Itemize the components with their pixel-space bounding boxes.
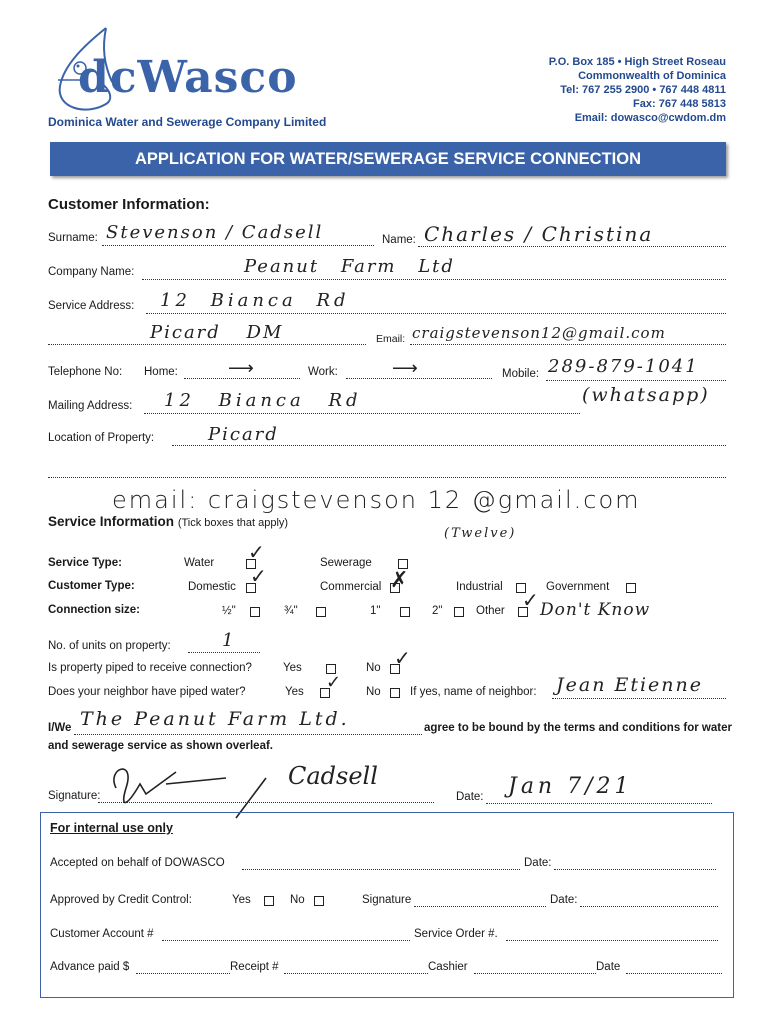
- service-order-field[interactable]: [506, 940, 718, 941]
- fax-line: Fax: 767 448 5813: [633, 98, 726, 110]
- service-order-label: Service Order #.: [414, 928, 498, 940]
- we-value: The Peanut Farm Ltd.: [80, 708, 350, 730]
- approved-yes-checkbox[interactable]: [264, 896, 274, 906]
- advance-label: Advance paid $: [50, 961, 130, 973]
- date2-field[interactable]: [626, 973, 722, 974]
- approved-date-label: Date:: [550, 894, 578, 906]
- date-label: Date:: [456, 791, 484, 803]
- location-value: Picard: [208, 424, 279, 445]
- government-checkbox[interactable]: [626, 583, 636, 593]
- receipt-label: Receipt #: [230, 961, 279, 973]
- cashier-field[interactable]: [474, 973, 596, 974]
- half-inch-label: ½": [222, 605, 236, 617]
- email-line: Email: dowasco@cwdom.dm: [574, 112, 726, 124]
- service-type-label: Service Type:: [48, 557, 122, 569]
- domestic-check-icon: ✓: [250, 564, 267, 588]
- receipt-field[interactable]: [284, 973, 428, 974]
- date2-label: Date: [596, 961, 621, 973]
- neighbor-yes-check-icon: ✓: [326, 672, 342, 693]
- email-value: craigstevenson12@gmail.com: [412, 324, 666, 342]
- approved-date-field[interactable]: [580, 906, 718, 907]
- approved-yes-label: Yes: [232, 894, 251, 906]
- name-field[interactable]: [418, 246, 726, 247]
- signature-value: Cadsell: [288, 762, 378, 790]
- work-field[interactable]: [346, 378, 492, 379]
- commercial-scribble-icon: ✗: [390, 568, 409, 593]
- other-value: Don't Know: [540, 600, 651, 620]
- we-field[interactable]: [74, 734, 422, 735]
- neighbor-name-field[interactable]: [552, 698, 726, 699]
- service-address-line2-field[interactable]: [48, 344, 366, 345]
- surname-value: Stevenson / Cadsell: [106, 222, 324, 243]
- email-handwritten-note: email: craigstevenson 12 @gmail.com: [112, 486, 641, 514]
- three-quarter-checkbox[interactable]: [316, 607, 326, 617]
- neighbor-yes-label: Yes: [285, 686, 304, 698]
- mobile-note: (whatsapp): [582, 384, 710, 406]
- service-info-title: Service Information: [48, 514, 175, 529]
- company-name: Dominica Water and Sewerage Company Limited: [48, 115, 327, 129]
- industrial-label: Industrial: [456, 581, 503, 593]
- domestic-label: Domestic: [188, 581, 236, 593]
- cashier-label: Cashier: [428, 961, 468, 973]
- approved-no-label: No: [290, 894, 305, 906]
- we-label: I/We: [48, 722, 72, 734]
- one-inch-label: 1": [370, 605, 381, 617]
- service-address-field[interactable]: [146, 313, 726, 314]
- date-value: Jan 7/21: [508, 774, 633, 799]
- neighbor-name-value: Jean Etienne: [556, 674, 704, 696]
- water-check-icon: ✓: [248, 540, 265, 564]
- piped-yes-label: Yes: [283, 662, 302, 674]
- service-address-label: Service Address:: [48, 300, 135, 312]
- surname-field[interactable]: [102, 245, 374, 246]
- neighbor-label: Does your neighbor have piped water?: [48, 686, 246, 698]
- units-value: 1: [222, 630, 236, 651]
- home-label: Home:: [144, 366, 178, 378]
- three-quarter-label: ¾": [284, 605, 298, 617]
- two-inch-label: 2": [432, 605, 443, 617]
- approved-no-checkbox[interactable]: [314, 896, 324, 906]
- mailing-address-field[interactable]: [144, 413, 580, 414]
- email-label: Email:: [376, 333, 406, 345]
- service-address-line2-value: Picard DM: [150, 322, 284, 343]
- internal-heading: For internal use only: [50, 821, 173, 835]
- agree-text: agree to be bound by the terms and conditions for water: [424, 722, 732, 734]
- surname-label: Surname:: [48, 232, 98, 244]
- other-label: Other: [476, 605, 505, 617]
- mailing-address-label: Mailing Address:: [48, 400, 133, 412]
- title-banner: [50, 142, 726, 176]
- account-label: Customer Account #: [50, 928, 154, 940]
- piped-no-check-icon: ✓: [394, 646, 411, 670]
- approved-label: Approved by Credit Control:: [50, 894, 192, 906]
- connection-size-label: Connection size:: [48, 604, 141, 616]
- two-inch-checkbox[interactable]: [454, 607, 464, 617]
- piped-no-label: No: [366, 662, 381, 674]
- address-line1: P.O. Box 185 • High Street Roseau: [548, 56, 726, 68]
- name-label: Name:: [382, 234, 416, 246]
- company-label: Company Name:: [48, 266, 135, 278]
- twelve-note: (Twelve): [444, 526, 517, 541]
- company-value: Peanut Farm Ltd: [244, 256, 455, 277]
- account-field[interactable]: [162, 940, 410, 941]
- other-check-icon: ✓: [522, 588, 539, 612]
- name-value: Charles / Christina: [424, 222, 654, 246]
- advance-field[interactable]: [136, 973, 230, 974]
- customer-info-heading: Customer Information:: [48, 196, 210, 213]
- date-field[interactable]: [486, 803, 712, 804]
- one-inch-checkbox[interactable]: [400, 607, 410, 617]
- sewerage-label: Sewerage: [320, 557, 372, 569]
- location-field[interactable]: [172, 445, 726, 446]
- signature-label: Signature:: [48, 790, 101, 802]
- service-info-heading: [48, 514, 288, 529]
- address-line2: Commonwealth of Dominica: [578, 70, 726, 82]
- piped-label: Is property piped to receive connection?: [48, 662, 252, 674]
- email-field[interactable]: [410, 344, 726, 345]
- telephone-label: Telephone No:: [48, 366, 123, 378]
- service-address-value: 12 Bianca Rd: [160, 290, 350, 311]
- form-title: APPLICATION FOR WATER/SEWERAGE SERVICE CONNECTION: [134, 150, 642, 168]
- approved-signature-field[interactable]: [414, 906, 546, 907]
- location-line2-field[interactable]: [48, 477, 726, 478]
- customer-type-label: Customer Type:: [48, 580, 135, 592]
- approved-signature-label: Signature: [362, 894, 412, 906]
- government-label: Government: [546, 581, 610, 593]
- company-field[interactable]: [142, 279, 726, 280]
- units-label: No. of units on property:: [48, 640, 171, 652]
- units-field[interactable]: [188, 652, 260, 653]
- neighbor-no-checkbox[interactable]: [390, 688, 400, 698]
- mobile-value: 289-879-1041: [548, 356, 699, 377]
- mobile-label: Mobile:: [502, 368, 540, 380]
- tel-line: Tel: 767 255 2900 • 767 448 4811: [560, 84, 726, 96]
- mailing-address-value: 12 Bianca Rd: [164, 390, 362, 411]
- work-label: Work:: [308, 366, 338, 378]
- half-inch-checkbox[interactable]: [250, 607, 260, 617]
- water-label: Water: [184, 557, 215, 569]
- mobile-field[interactable]: [546, 380, 726, 381]
- accepted-label: Accepted on behalf of DOWASCO: [50, 857, 225, 869]
- logo-wordmark: dcWasco: [78, 52, 298, 103]
- neighbor-name-label: If yes, name of neighbor:: [410, 686, 537, 698]
- accepted-field[interactable]: [242, 869, 520, 870]
- agree-text-2: and sewerage service as shown overleaf.: [48, 740, 274, 752]
- commercial-label: Commercial: [320, 581, 382, 593]
- location-label: Location of Property:: [48, 432, 155, 444]
- accepted-date-field[interactable]: [554, 869, 716, 870]
- neighbor-no-label: No: [366, 686, 381, 698]
- service-info-note: (Tick boxes that apply): [177, 517, 289, 529]
- accepted-date-label: Date:: [524, 857, 552, 869]
- home-arrow-icon: ⟶: [228, 358, 254, 379]
- work-arrow-icon: ⟶: [392, 358, 418, 379]
